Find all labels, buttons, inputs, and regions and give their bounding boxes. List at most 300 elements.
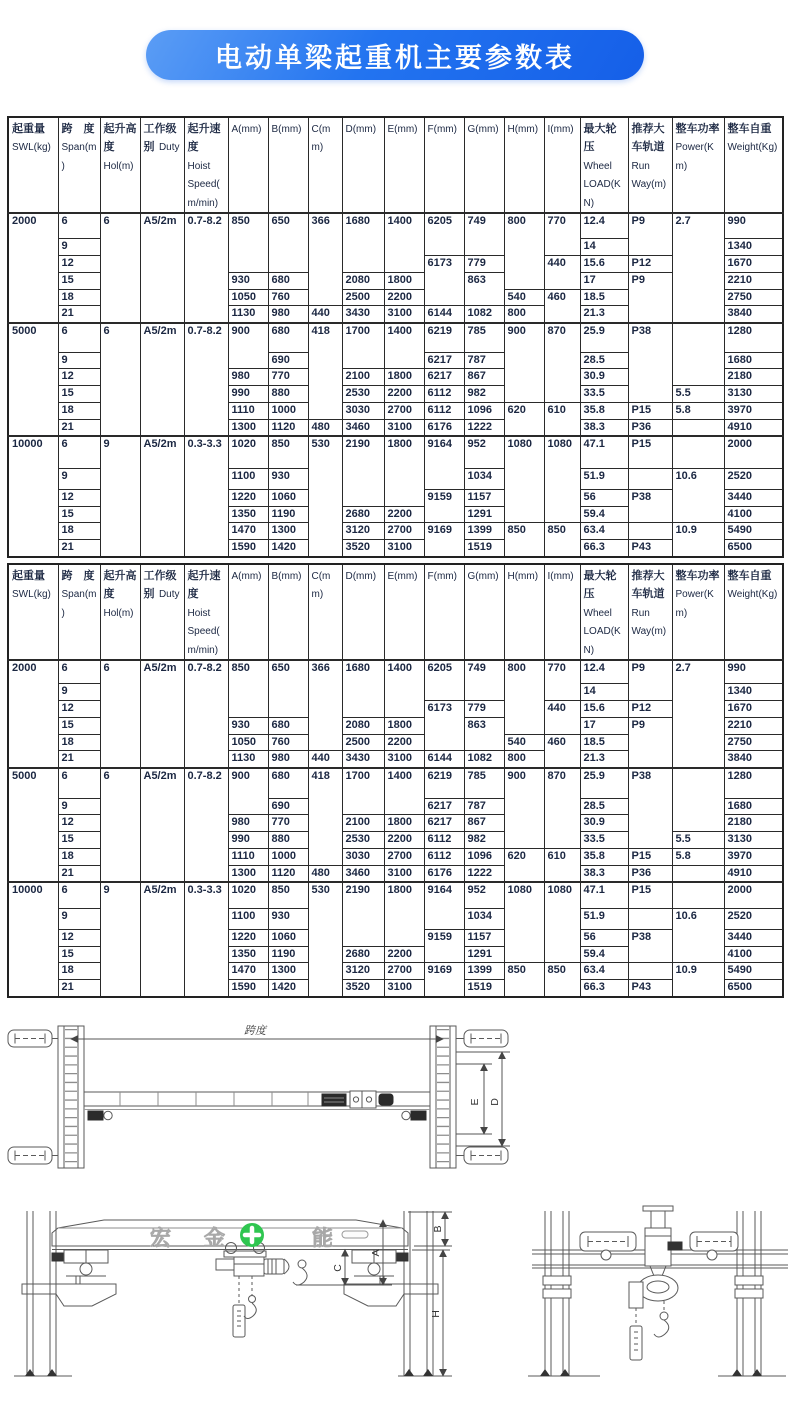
end-carriage-right (430, 1026, 456, 1168)
table-cell: 2530 (342, 832, 384, 849)
table-cell (672, 419, 724, 436)
table-cell: 1020 (228, 436, 268, 468)
table-cell: 1590 (228, 540, 268, 557)
table-cell: 4100 (724, 506, 783, 523)
table-cell: 1350 (228, 946, 268, 963)
table-cell: 3430 (342, 751, 384, 768)
table-cell: 366 (308, 660, 342, 751)
dim-label-h: H (430, 1310, 442, 1318)
table-cell: 1050 (228, 289, 268, 306)
table-cell: 0.7-8.2 (184, 768, 228, 882)
page (0, 30, 790, 1417)
column-header: 起升速度 Hoist Speed( m/min) (184, 117, 228, 213)
table-cell: 1300 (268, 963, 308, 980)
table-cell: 4910 (724, 419, 783, 436)
table-cell: P36 (628, 419, 672, 436)
table-cell: 6176 (424, 865, 464, 882)
table-cell: 1020 (228, 882, 268, 908)
table-cell: 1340 (724, 239, 783, 256)
table-cell: 1670 (724, 701, 783, 718)
table-cell: 2500 (342, 734, 384, 751)
table-cell: 2000 (8, 660, 58, 768)
table-cell: 2190 (342, 436, 384, 506)
crane-wheel-left (80, 1263, 92, 1275)
table-cell: 9159 (424, 929, 464, 963)
table-cell: 5.8 (672, 848, 724, 865)
table-cell: 33.5 (580, 832, 628, 849)
rail-buffer (668, 1242, 682, 1250)
table-cell: 3100 (384, 751, 424, 768)
column-header: 最大轮压 Wheel LOAD(KN) (580, 117, 628, 213)
table-cell: 2080 (342, 717, 384, 734)
column-header: E(mm) (384, 117, 424, 213)
table-cell: 440 (544, 256, 580, 290)
table-cell: 5000 (8, 768, 58, 882)
table-cell: 9159 (424, 489, 464, 523)
dim-label-e: E (469, 1098, 481, 1106)
table-cell: 650 (268, 213, 308, 273)
table-cell: 850 (504, 523, 544, 557)
table-cell: 3460 (342, 419, 384, 436)
table-cell: 5.5 (672, 832, 724, 849)
table-cell: 6500 (724, 980, 783, 997)
table-cell: 850 (268, 436, 308, 468)
table-cell: 63.4 (580, 963, 628, 980)
column-header: B(mm) (268, 117, 308, 213)
table-cell: 760 (268, 289, 308, 306)
table-cell: 952 (464, 436, 504, 468)
table-cell: 6112 (424, 386, 464, 403)
table-cell: 620 (504, 848, 544, 882)
table-cell: 1800 (384, 717, 424, 734)
column-header: 工作级别 Duty (140, 117, 184, 213)
table-cell: A5/2m (140, 436, 184, 557)
table-cell: 2200 (384, 289, 424, 306)
table-cell: 6 (58, 323, 100, 352)
table-cell: P15 (628, 436, 672, 468)
table-cell: 980 (228, 815, 268, 832)
table-cell: 863 (464, 717, 504, 751)
dim-label-c: C (332, 1264, 344, 1272)
table-cell: 21.3 (580, 751, 628, 768)
table-cell: 10000 (8, 436, 58, 557)
table-cell: 12.4 (580, 660, 628, 684)
table-cell: 28.5 (580, 798, 628, 815)
runway-column-left (22, 1211, 116, 1376)
table-cell: 863 (464, 272, 504, 306)
table-cell: 1300 (268, 523, 308, 540)
table-cell: 867 (464, 815, 504, 832)
table-cell: A5/2m (140, 882, 184, 997)
table-cell: 6 (100, 213, 140, 323)
title-banner (146, 30, 644, 80)
table-cell: 2200 (384, 832, 424, 849)
table-cell: 12 (58, 489, 100, 506)
table-row (8, 660, 783, 684)
table-cell: 779 (464, 256, 504, 273)
table-cell: 21 (58, 751, 100, 768)
table-cell: 540 (504, 734, 544, 751)
table-cell: 930 (268, 468, 308, 489)
table-cell: 850 (544, 523, 580, 557)
column-header: 整车自重 Weight(Kg) (724, 564, 783, 660)
table-cell: 15 (58, 946, 100, 963)
table-cell: 9169 (424, 963, 464, 997)
table-cell: 1400 (384, 768, 424, 815)
table-cell: 2200 (384, 946, 424, 963)
table-cell: A5/2m (140, 323, 184, 436)
table-cell: 5490 (724, 523, 783, 540)
table-cell: 6112 (424, 832, 464, 849)
table-cell: P12 (628, 256, 672, 273)
table-cell: 30.9 (580, 815, 628, 832)
table-cell: 787 (464, 352, 504, 369)
table-cell: 6144 (424, 306, 464, 323)
table-cell: 6 (100, 768, 140, 882)
table-cell: 1700 (342, 768, 384, 815)
table-cell: 2210 (724, 717, 783, 734)
table-cell: 21.3 (580, 306, 628, 323)
crane-wheel-right (368, 1263, 380, 1275)
table-row (8, 768, 783, 798)
column-header: C(mm) (308, 117, 342, 213)
table-cell: 18 (58, 734, 100, 751)
table-cell: P36 (628, 865, 672, 882)
table-row (8, 213, 783, 239)
table-cell: 6 (58, 660, 100, 684)
table-cell: 5.8 (672, 402, 724, 419)
table-cell: 2210 (724, 272, 783, 289)
cross-section-drawing (528, 1206, 788, 1376)
table-cell: 21 (58, 865, 100, 882)
table-cell: 14 (580, 239, 628, 256)
table-cell: 56 (580, 489, 628, 506)
table-cell: 1080 (504, 436, 544, 523)
table-cell: 1400 (384, 323, 424, 369)
tables-area (0, 116, 790, 998)
table-cell: 3440 (724, 489, 783, 506)
hoist-section (629, 1266, 678, 1360)
table-cell: 1519 (464, 540, 504, 557)
table-cell: 2190 (342, 882, 384, 946)
dimension-d (456, 1052, 510, 1146)
table-cell (672, 323, 724, 386)
table-cell: 1060 (268, 489, 308, 506)
table-cell: 2180 (724, 369, 783, 386)
table-cell: 6217 (424, 369, 464, 386)
table-cell: 1399 (464, 523, 504, 540)
column-header: H(mm) (504, 564, 544, 660)
table-cell: P38 (628, 929, 672, 963)
table-cell: 1050 (228, 734, 268, 751)
table-cell: 2180 (724, 815, 783, 832)
table-cell: 47.1 (580, 436, 628, 468)
table-cell: 15 (58, 506, 100, 523)
table-cell: 1590 (228, 980, 268, 997)
table-cell: 3430 (342, 306, 384, 323)
table-cell: 2530 (342, 386, 384, 403)
table-cell: 1420 (268, 540, 308, 557)
table-cell: 6 (100, 323, 140, 436)
table-cell: A5/2m (140, 213, 184, 323)
table-cell: 1157 (464, 489, 504, 506)
table-cell: 990 (228, 386, 268, 403)
section-column-left (543, 1211, 571, 1376)
table-cell: 3970 (724, 848, 783, 865)
column-header: 起重量 SWL(kg) (8, 117, 58, 213)
table-cell: 1280 (724, 768, 783, 798)
table-cell: 779 (464, 701, 504, 718)
table-cell: 14 (580, 684, 628, 701)
table-cell: 9164 (424, 436, 464, 489)
parameters-table-upper (7, 116, 784, 558)
table-cell: 1060 (268, 929, 308, 946)
table-cell: 2000 (724, 436, 783, 468)
table-cell: 3100 (384, 306, 424, 323)
column-header: H(mm) (504, 117, 544, 213)
column-header: I(mm) (544, 117, 580, 213)
table-cell: 51.9 (580, 908, 628, 929)
table-cell: 0.3-3.3 (184, 882, 228, 997)
dim-label-a: A (370, 1249, 382, 1257)
table-cell: P12 (628, 701, 672, 718)
column-header: G(mm) (464, 117, 504, 213)
table-cell: 1034 (464, 908, 504, 929)
table-cell: 418 (308, 768, 342, 865)
table-cell: 749 (464, 660, 504, 701)
table-cell: 680 (268, 768, 308, 798)
table-cell: 530 (308, 436, 342, 557)
table-cell: 2200 (384, 386, 424, 403)
column-header: 起重量 SWL(kg) (8, 564, 58, 660)
wheel-block-top-right (456, 1030, 508, 1047)
table-cell: 2500 (342, 289, 384, 306)
table-cell: 1280 (724, 323, 783, 352)
hook-symbol (293, 1260, 307, 1285)
section-column-right (735, 1211, 763, 1376)
table-cell: 930 (228, 717, 268, 734)
table-cell (628, 468, 672, 489)
table-cell: 418 (308, 323, 342, 419)
table-cell: 21 (58, 540, 100, 557)
table-cell: 1800 (384, 272, 424, 289)
table-cell: 66.3 (580, 980, 628, 997)
column-header: 整车自重 Weight(Kg) (724, 117, 783, 213)
table-cell: 9 (58, 352, 100, 369)
table-cell (628, 908, 672, 929)
table-cell: 980 (268, 751, 308, 768)
elevation-drawing (14, 1211, 452, 1376)
table-cell: 1519 (464, 980, 504, 997)
table-cell (672, 865, 724, 882)
table-cell: 690 (268, 798, 308, 815)
table-cell: 17 (580, 717, 628, 734)
table-cell: 12 (58, 701, 100, 718)
column-header: D(mm) (342, 117, 384, 213)
table-cell: 1222 (464, 865, 504, 882)
table-cell: 480 (308, 865, 342, 882)
table-cell: 900 (228, 323, 268, 369)
table-cell: 990 (228, 832, 268, 849)
table-cell: 770 (544, 213, 580, 256)
table-cell: 1100 (228, 908, 268, 929)
table-cell: 1080 (544, 436, 580, 523)
table-cell: 760 (268, 734, 308, 751)
table-cell: P38 (628, 768, 672, 848)
table-cell: 4910 (724, 865, 783, 882)
table-cell: 9164 (424, 882, 464, 929)
table-cell: 6217 (424, 352, 464, 369)
table-cell: 12 (58, 815, 100, 832)
table-cell: 770 (268, 369, 308, 386)
ground-marks-section (528, 1369, 786, 1376)
table-cell: 1000 (268, 848, 308, 865)
table-cell: 1680 (342, 213, 384, 273)
table-cell: 18.5 (580, 734, 628, 751)
table-cell: 1220 (228, 489, 268, 506)
main-girder-plan (84, 1092, 430, 1110)
table-cell: 800 (504, 751, 544, 768)
table-cell: 59.4 (580, 506, 628, 523)
column-header: F(mm) (424, 564, 464, 660)
span-dimension-label: 跨度 (244, 1024, 266, 1037)
table-cell: 1222 (464, 419, 504, 436)
table-cell: 15 (58, 272, 100, 289)
table-cell: 870 (544, 323, 580, 402)
table-cell: 3840 (724, 306, 783, 323)
table-cell: 440 (308, 306, 342, 323)
table-cell: 2200 (384, 506, 424, 523)
table-cell: 3120 (342, 963, 384, 980)
table-cell: P15 (628, 882, 672, 908)
table-cell: 2680 (342, 946, 384, 963)
table-cell: 6 (58, 213, 100, 239)
table-cell: 33.5 (580, 386, 628, 403)
table-cell: 3130 (724, 386, 783, 403)
table-cell: P9 (628, 213, 672, 256)
table-cell: 1800 (384, 882, 424, 946)
table-cell: 530 (308, 882, 342, 997)
table-cell: 1220 (228, 929, 268, 946)
safety-plus-icon (240, 1223, 264, 1247)
table-cell: 9 (58, 908, 100, 929)
table-cell: 1800 (384, 436, 424, 506)
table-cell: 787 (464, 798, 504, 815)
table-cell: 1399 (464, 963, 504, 980)
table-cell: 1470 (228, 963, 268, 980)
column-header: 推荐大车轨道 Run Way(m) (628, 564, 672, 660)
table-cell: 850 (228, 213, 268, 273)
column-header: 起升速度 Hoist Speed( m/min) (184, 564, 228, 660)
table-cell: 12 (58, 929, 100, 946)
table-cell: 850 (228, 660, 268, 718)
table-cell: P9 (628, 660, 672, 701)
table-cell: 51.9 (580, 468, 628, 489)
table-cell: 6 (100, 660, 140, 768)
table-cell: 3100 (384, 419, 424, 436)
table-cell: 3520 (342, 980, 384, 997)
table-cell: 1120 (268, 419, 308, 436)
column-header: 推荐大车轨道 Run Way(m) (628, 117, 672, 213)
table-cell: 9 (58, 684, 100, 701)
table-cell: 880 (268, 832, 308, 849)
table-cell: 15 (58, 386, 100, 403)
table-cell: 6205 (424, 213, 464, 256)
table-cell: 785 (464, 768, 504, 798)
table-cell (628, 523, 672, 540)
table-cell: 6176 (424, 419, 464, 436)
table-cell: 6 (58, 882, 100, 908)
table-cell: 6219 (424, 768, 464, 798)
runway-rail-left (66, 1276, 106, 1284)
watermark-char: 能 (312, 1226, 333, 1250)
table-cell: 952 (464, 882, 504, 908)
table-cell: 6112 (424, 402, 464, 419)
table-cell: 3100 (384, 865, 424, 882)
table-cell: 59.4 (580, 946, 628, 963)
table-cell: 1110 (228, 402, 268, 419)
table-cell: 2680 (342, 506, 384, 523)
table-cell: 6217 (424, 798, 464, 815)
table-cell: 1350 (228, 506, 268, 523)
table-cell: 35.8 (580, 402, 628, 419)
table-cell: 1082 (464, 751, 504, 768)
table-cell: 1300 (228, 865, 268, 882)
table-cell: 18 (58, 963, 100, 980)
column-header: 跨 度 Span(m) (58, 117, 100, 213)
table-cell: 770 (544, 660, 580, 701)
table-cell: 47.1 (580, 882, 628, 908)
wheel-block-bottom-right (456, 1147, 508, 1164)
table-cell: 900 (228, 768, 268, 815)
table-cell: 2200 (384, 734, 424, 751)
dim-label-b: B (432, 1225, 444, 1233)
watermark-char: 金 (204, 1226, 225, 1250)
table-cell: 5490 (724, 963, 783, 980)
column-header: G(mm) (464, 564, 504, 660)
table-cell: 850 (544, 963, 580, 997)
table-cell: A5/2m (140, 768, 184, 882)
table-cell: 12.4 (580, 213, 628, 239)
table-cell: 460 (544, 289, 580, 323)
table-cell: 1291 (464, 506, 504, 523)
table-cell: 770 (268, 815, 308, 832)
table-cell: 3130 (724, 832, 783, 849)
table-cell: 3100 (384, 980, 424, 997)
table-cell: 25.9 (580, 323, 628, 352)
table-cell: 1400 (384, 213, 424, 273)
column-header: 最大轮压 Wheel LOAD(KN) (580, 564, 628, 660)
table-cell: 15 (58, 717, 100, 734)
table-cell: 9 (58, 239, 100, 256)
table-cell: 650 (268, 660, 308, 718)
table-cell: 2000 (724, 882, 783, 908)
column-header: F(mm) (424, 117, 464, 213)
table-cell: 1680 (342, 660, 384, 718)
column-header: 工作级别 Duty (140, 564, 184, 660)
table-cell: P43 (628, 540, 672, 557)
table-cell: 2700 (384, 848, 424, 865)
column-header: I(mm) (544, 564, 580, 660)
table-cell: 12 (58, 369, 100, 386)
column-header: 整车功率 Power(Km) (672, 564, 724, 660)
end-carriage-section-right (690, 1232, 738, 1260)
table-cell: 440 (308, 751, 342, 768)
table-cell: 690 (268, 352, 308, 369)
electric-hoist (216, 1242, 289, 1337)
table-cell: 870 (544, 768, 580, 848)
table-cell: 18 (58, 289, 100, 306)
